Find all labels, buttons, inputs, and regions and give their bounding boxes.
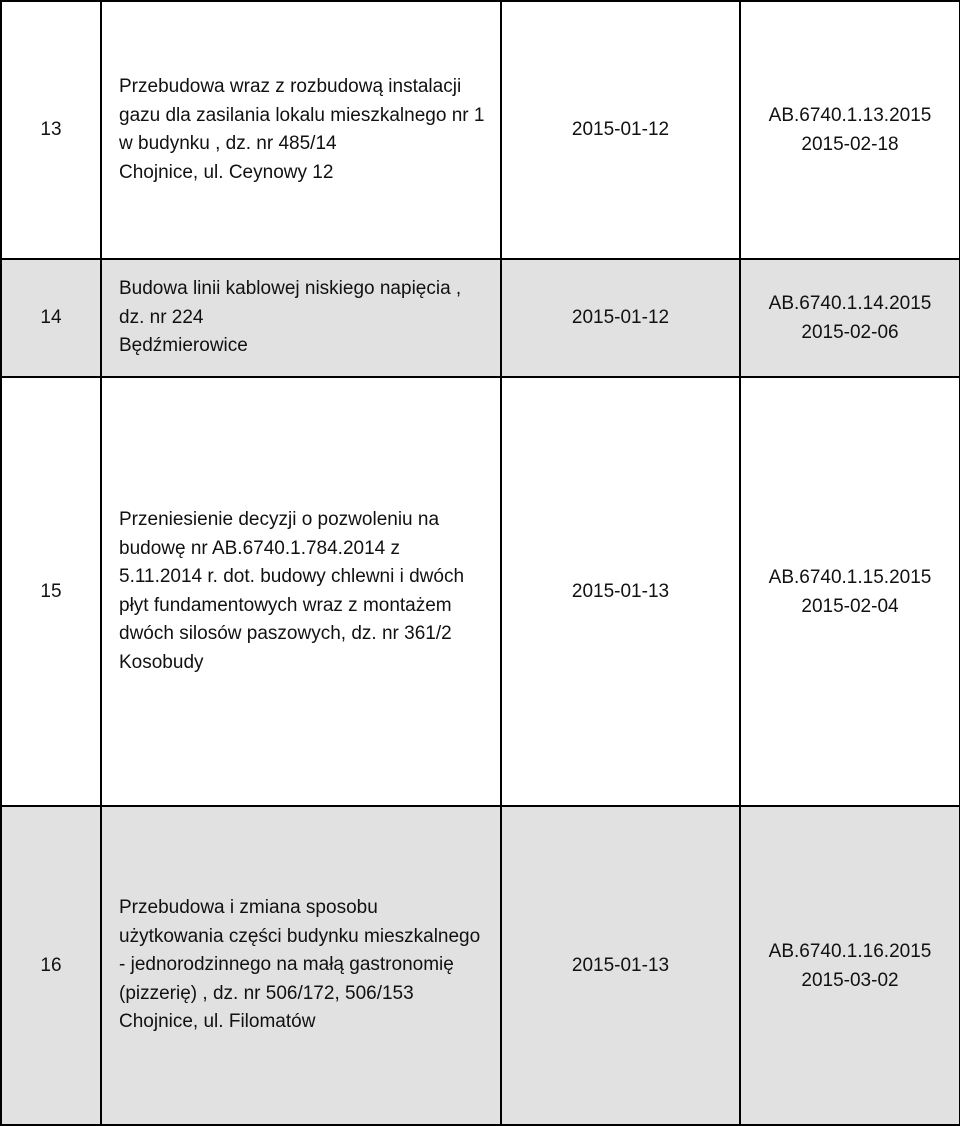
table-row bbox=[1, 377, 960, 806]
case-number: AB.6740.1.13.2015 bbox=[768, 105, 932, 126]
decision-date: 2015-02-06 bbox=[801, 322, 899, 343]
description-line: Chojnice, ul. Filomatów bbox=[119, 1011, 316, 1033]
description-line: budowę nr AB.6740.1.784.2014 z bbox=[119, 537, 401, 559]
row-date: 2015-01-13 bbox=[501, 806, 740, 1125]
table-row bbox=[1, 806, 960, 1125]
description-line: dz. nr 224 bbox=[119, 306, 204, 328]
description-line: płyt fundamentowych wraz z montażem bbox=[119, 594, 452, 616]
description-line: - jednorodzinnego na małą gastronomię bbox=[119, 954, 454, 976]
row-date: 2015-01-12 bbox=[501, 1, 740, 259]
row-number: 14 bbox=[1, 259, 101, 377]
case-number: AB.6740.1.14.2015 bbox=[768, 293, 932, 314]
description-line: Przebudowa i zmiana sposobu bbox=[119, 897, 378, 919]
row-case bbox=[740, 806, 960, 1125]
decision-date: 2015-03-02 bbox=[801, 969, 899, 991]
row-number: 16 bbox=[1, 806, 101, 1125]
row-description bbox=[101, 377, 501, 806]
description-line: Chojnice, ul. Ceynowy 12 bbox=[119, 161, 334, 183]
description-line: Będźmierowice bbox=[119, 335, 248, 357]
description-line: gazu dla zasilania lokalu mieszkalnego nr 1 bbox=[119, 104, 485, 126]
table-row bbox=[1, 259, 960, 377]
decision-date: 2015-02-18 bbox=[801, 134, 899, 155]
row-number: 13 bbox=[1, 1, 101, 259]
description-line: użytkowania części budynku mieszkalnego bbox=[119, 925, 481, 947]
decision-date: 2015-02-04 bbox=[801, 595, 899, 617]
table-row bbox=[1, 1, 960, 259]
row-case bbox=[740, 259, 960, 377]
row-number: 15 bbox=[1, 377, 101, 806]
row-description bbox=[101, 1, 501, 259]
row-case bbox=[740, 377, 960, 806]
description-line: Kosobudy bbox=[119, 651, 204, 673]
case-number: AB.6740.1.16.2015 bbox=[768, 940, 932, 962]
description-line: 5.11.2014 r. dot. budowy chlewni i dwóch bbox=[119, 566, 465, 587]
row-date: 2015-01-12 bbox=[501, 259, 740, 377]
description-line: Budowa linii kablowej niskiego napięcia , bbox=[119, 278, 462, 300]
description-line: w budynku , dz. nr 485/14 bbox=[119, 133, 337, 154]
description-line: dwóch silosów paszowych, dz. nr 361/2 bbox=[119, 623, 452, 644]
description-line: Przeniesienie decyzji o pozwoleniu na bbox=[119, 509, 440, 530]
row-description bbox=[101, 806, 501, 1125]
row-description bbox=[101, 259, 501, 377]
description-line: Przebudowa wraz z rozbudową instalacji bbox=[119, 76, 462, 97]
row-date: 2015-01-13 bbox=[501, 377, 740, 806]
case-number: AB.6740.1.15.2015 bbox=[768, 566, 932, 588]
row-case bbox=[740, 1, 960, 259]
description-line: (pizzerię) , dz. nr 506/172, 506/153 bbox=[119, 982, 414, 1004]
